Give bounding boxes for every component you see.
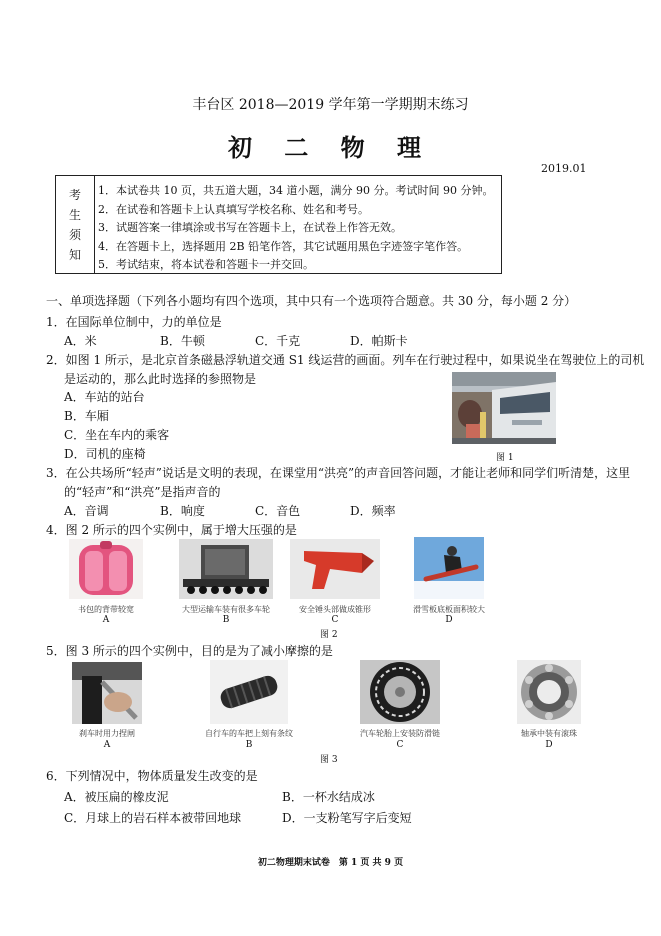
q5-caption-c: 汽车轮胎上安装防滑链 (360, 729, 440, 738)
q1-option-c: C．千克 (255, 334, 301, 348)
tire-chain-photo (360, 660, 440, 724)
notice-item: 1．本试卷共 10 页，共五道大题，34 道小题，满分 90 分。考试时间 90 分钟。 (98, 184, 494, 197)
notice-items (98, 182, 493, 275)
notice-label-char: 须 (68, 227, 81, 242)
notice-label-char: 考 (68, 187, 81, 202)
q2-option-d: D．司机的座椅 (64, 447, 146, 461)
snowboard-photo (414, 537, 484, 599)
question-5-stem: 5．图 3 所示的四个实例中，目的是为了减小摩擦的是 (46, 644, 333, 658)
notice-item: 5．考试结束，将本试卷和答题卡一并交回。 (98, 258, 314, 271)
q3-option-b: B．响度 (160, 504, 205, 518)
q2-option-b: B．车厢 (64, 409, 109, 423)
q6-option-c: C．月球上的岩石样本被带回地球 (64, 811, 242, 825)
maglev-train-photo (452, 372, 556, 444)
q4-letter-a: A (102, 615, 110, 625)
question-3-stem: 3．在公共场所“轻声”说话是文明的表现，在课堂用“洪亮”的声音回答问题，才能让老师和同学们听清楚，这里 (46, 466, 631, 480)
q5-letter-c: C (396, 740, 404, 750)
figure-1-label: 图 1 (496, 453, 514, 463)
transport-truck-photo (179, 539, 273, 599)
q1-option-a: A．米 (64, 334, 97, 348)
notice-item: 4．在答题卡上，选择题用 2B 铅笔作答，其它试题用黑色字迹签字笔作答。 (98, 239, 469, 253)
q5-caption-b: 自行车的车把上刻有条纹 (205, 729, 293, 738)
question-6-stem: 6．下列情况中，物体质量发生改变的是 (46, 769, 258, 783)
figure-2-label: 图 2 (320, 630, 338, 640)
question-2-stem-cont: 是运动的，那么此时选择的参照物是 (64, 372, 257, 386)
q1-option-b: B．牛顿 (160, 334, 205, 348)
candidate-notice-box (55, 175, 502, 274)
q4-letter-d: D (445, 615, 453, 625)
question-4-stem: 4．图 2 所示的四个实例中，属于增大压强的是 (46, 523, 297, 537)
q6-option-d: D．一支粉笔写字后变短 (282, 811, 412, 825)
q4-caption-a: 书包的背带较宽 (78, 605, 134, 614)
question-1-stem: 1．在国际单位制中，力的单位是 (46, 315, 222, 329)
exam-date: 2019.01 (541, 162, 587, 175)
q4-letter-b: B (222, 615, 230, 625)
bicycle-brake-photo (72, 662, 142, 724)
ball-bearing-photo (517, 660, 581, 724)
exam-subtitle: 丰台区 2018—2019 学年第一学期期末练习 (192, 97, 469, 113)
bike-handle-grip-photo (210, 660, 288, 724)
safety-hammer-photo (290, 539, 380, 599)
q5-letter-b: B (245, 740, 253, 750)
q4-caption-d: 滑雪板底板面积较大 (413, 605, 485, 614)
q2-option-c: C．坐在车内的乘客 (64, 428, 170, 442)
q3-option-a: A．音调 (64, 504, 109, 518)
notice-item: 3．试题答案一律填涂或书写在答题卡上，在试卷上作答无效。 (98, 221, 402, 234)
notice-label (56, 176, 95, 273)
notice-item: 2．在试卷和答题卡上认真填写学校名称、姓名和考号。 (98, 202, 369, 216)
question-3-stem-cont: 的“轻声”和“洪亮”是指声音的 (64, 485, 221, 499)
q3-option-d: D．频率 (350, 504, 396, 518)
backpack-photo (69, 539, 143, 599)
page-footer: 初二物理期末试卷 第 1 页 共 9 页 (257, 858, 404, 868)
q4-caption-c: 安全锤头部做成锥形 (299, 605, 371, 614)
notice-label-char: 生 (68, 207, 81, 222)
notice-label-char: 知 (68, 247, 81, 262)
q5-caption-a: 刹车时用力捏闸 (79, 729, 135, 738)
q6-option-b: B．一杯水结成冰 (282, 790, 375, 804)
exam-title: 初 二 物 理 (227, 134, 434, 162)
section-heading: 一、单项选择题（下列各小题均有四个选项，其中只有一个选项符合题意。共 30 分，每小题 2 分） (46, 294, 577, 308)
figure-3-label: 图 3 (320, 755, 338, 765)
q1-option-d: D．帕斯卡 (350, 334, 408, 348)
q5-letter-d: D (545, 740, 553, 750)
q2-option-a: A．车站的站台 (64, 390, 145, 404)
q3-option-c: C．音色 (255, 504, 301, 518)
q5-letter-a: A (103, 740, 111, 750)
question-2-stem: 2．如图 1 所示，是北京首条磁悬浮轨道交通 S1 线运营的画面。列车在行驶过程中，如果说坐在驾驶位上的司机 (46, 353, 645, 367)
q6-option-a: A．被压扁的橡皮泥 (64, 790, 169, 804)
q4-letter-c: C (331, 615, 339, 625)
q4-caption-b: 大型运输车装有很多车轮 (182, 605, 270, 614)
q5-caption-d: 轴承中装有滚珠 (521, 729, 577, 738)
